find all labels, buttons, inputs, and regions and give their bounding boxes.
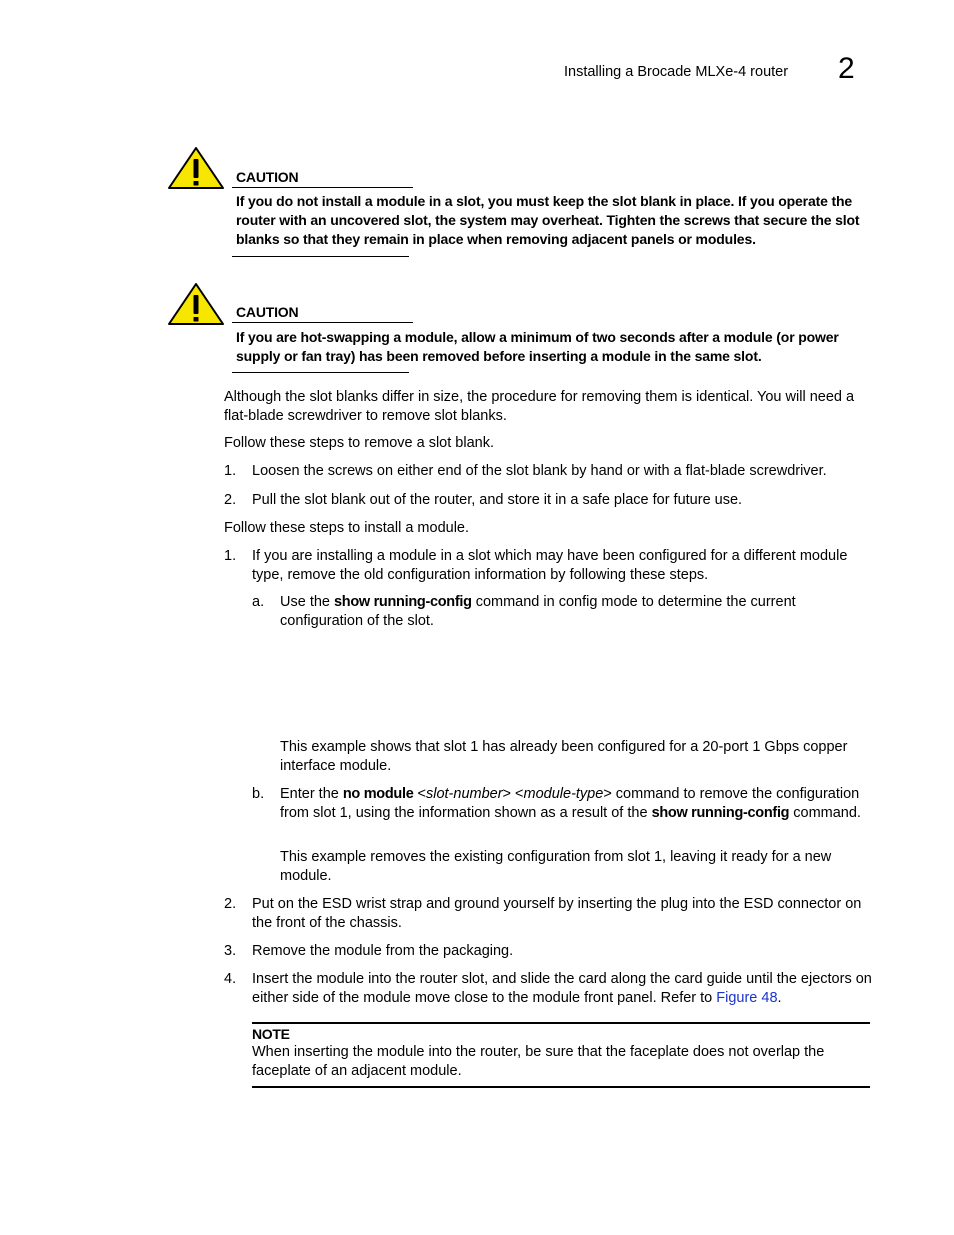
caution-text: If you do not install a module in a slot, you must keep the slot blank in place. If you operate the router with an uncovered slot, the system may overheat. Tighten the screws that secure the slot blanks so that they remain in place when removing adjacent panels or modules. xyxy=(236,193,860,247)
install-step-text: Put on the ESD wrist strap and ground yourself by inserting the plug into the ESD connector on the front of the chassis. xyxy=(252,896,862,931)
install-intro: Follow these steps to install a module. xyxy=(224,520,470,536)
example-note: This example shows that slot 1 has already been configured for a 20-port 1 Gbps copper interface module. xyxy=(280,739,848,774)
substep-a-text: Use the show running-config command in config mode to determine the current configuration of the slot. xyxy=(280,594,796,629)
command-show-running-config: show running-config xyxy=(651,805,790,821)
caution-rule-bottom xyxy=(232,256,409,257)
substep-letter: b. xyxy=(252,786,265,802)
remove-step-text: Pull the slot blank out of the router, and store it in a safe place for future use. xyxy=(252,492,743,508)
warning-triangle-icon xyxy=(167,146,225,190)
remove-step-text: Loosen the screws on either end of the slot blank by hand or with a flat-blade screwdriver. xyxy=(252,463,827,479)
install-step-text: Insert the module into the router slot, and slide the card along the card guide until the ejectors on either side of the module move close to the module front panel. Refer to Figure 48. xyxy=(252,971,872,1006)
step-number: 4. xyxy=(224,971,237,987)
install-step-text: If you are installing a module in a slot which may have been configured for a different module type, remove the old configuration information by following these steps. xyxy=(252,548,848,583)
argument-module-type: module-type xyxy=(523,786,604,802)
step-number: 1. xyxy=(224,463,237,479)
command-show-running-config: show running-config xyxy=(334,594,472,610)
caution-label: CAUTION xyxy=(236,169,299,185)
chapter-number: 2 xyxy=(838,52,855,85)
substep-letter: a. xyxy=(252,594,265,610)
caution-rule-top xyxy=(232,322,413,323)
install-step-text: Remove the module from the packaging. xyxy=(252,943,514,959)
step-number: 1. xyxy=(224,548,237,564)
running-header-title: Installing a Brocade MLXe-4 router xyxy=(564,64,789,80)
command-no-module: no module xyxy=(342,786,414,802)
caution-label: CAUTION xyxy=(236,304,299,320)
caution-rule-top xyxy=(232,187,413,188)
note-text: When inserting the module into the router, be sure that the faceplate does not overlap the faceplate of an adjacent module. xyxy=(252,1044,825,1079)
note-label: NOTE xyxy=(252,1026,290,1042)
warning-triangle-icon xyxy=(167,282,225,326)
caution-rule-bottom xyxy=(232,372,409,373)
figure-48-link[interactable]: Figure 48 xyxy=(716,990,778,1006)
argument-slot-number: slot-number xyxy=(425,786,503,802)
step-number: 3. xyxy=(224,943,237,959)
step-number: 2. xyxy=(224,492,237,508)
remove-intro: Follow these steps to remove a slot blank. xyxy=(224,435,494,451)
note-rule-top xyxy=(252,1022,870,1024)
intro-paragraph: Although the slot blanks differ in size, the procedure for removing them is identical. You will need a flat-blade screwdriver to remove slot blanks. xyxy=(224,389,855,424)
note-rule-bottom xyxy=(252,1086,870,1088)
substep-b-text: Enter the no module <slot-number> <module-type> command to remove the configuration from slot 1, using the information shown as a result of the show running-config command. xyxy=(280,786,861,821)
step-number: 2. xyxy=(224,896,237,912)
example-note: This example removes the existing configuration from slot 1, leaving it ready for a new module. xyxy=(280,849,832,884)
caution-text: If you are hot-swapping a module, allow a minimum of two seconds after a module (or power supply or fan tray) has been removed before inserting a module in the same slot. xyxy=(236,329,839,364)
